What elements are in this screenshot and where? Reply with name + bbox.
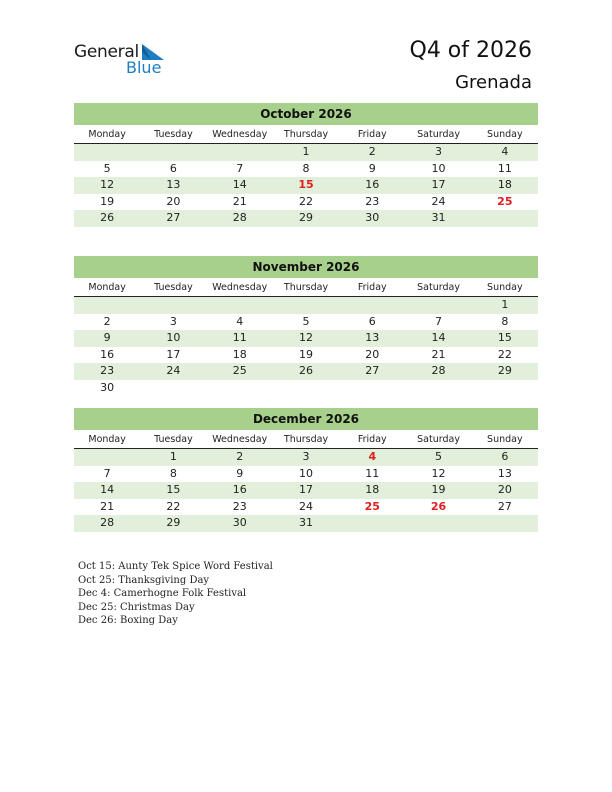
month-title: December 2026 [74, 408, 538, 430]
empty-day-cell [140, 380, 206, 397]
empty-day-cell [339, 297, 405, 314]
weekday-header-row [74, 126, 538, 144]
day-cell: 24 [166, 364, 181, 377]
day-cell: 10 [166, 331, 181, 344]
day-cell: 19 [298, 347, 313, 361]
week-row [74, 515, 538, 532]
day-cell: 15 [298, 178, 314, 191]
week-row [74, 297, 538, 314]
day-cell: 22 [166, 499, 181, 513]
day-cell: 9 [368, 161, 376, 175]
country-name: Grenada [455, 72, 532, 93]
day-cell: 13 [365, 331, 380, 344]
day-cell: 18 [365, 483, 380, 496]
day-cell: 6 [169, 161, 177, 175]
empty-day-cell [472, 380, 538, 397]
day-cell: 16 [232, 483, 247, 496]
day-cell: 14 [100, 483, 115, 496]
day-cell: 1 [501, 298, 509, 311]
month-title: November 2026 [74, 256, 538, 278]
day-cell: 28 [431, 364, 446, 377]
weekday-label: Tuesday [154, 129, 193, 140]
day-cell: 30 [232, 516, 247, 529]
day-cell: 13 [497, 466, 512, 480]
day-cell: 31 [298, 516, 313, 529]
general-blue-logo [74, 42, 174, 78]
week-row [74, 380, 538, 397]
page-title: Q4 of 2026 [409, 38, 532, 63]
day-cell: 21 [232, 194, 247, 208]
weekday-header-row [74, 431, 538, 449]
day-cell: 21 [431, 347, 446, 361]
day-cell: 28 [232, 211, 247, 224]
empty-day-cell [207, 380, 273, 397]
day-cell: 1 [169, 450, 177, 463]
week-row [74, 210, 538, 227]
holiday-note: Dec 26: Boxing Day [78, 615, 178, 626]
day-cell: 23 [365, 194, 380, 208]
day-cell: 25 [364, 499, 380, 513]
day-cell: 4 [501, 145, 509, 158]
holiday-note: Dec 4: Camerhogne Folk Festival [78, 588, 247, 599]
day-cell: 11 [365, 466, 380, 480]
weekday-label: Wednesday [212, 434, 268, 445]
weekday-label: Friday [357, 434, 387, 445]
day-cell: 2 [368, 145, 376, 158]
weekday-header-row [74, 279, 538, 297]
day-cell: 24 [431, 194, 446, 208]
weekday-label: Wednesday [212, 129, 268, 140]
empty-day-cell [273, 297, 339, 314]
day-cell: 3 [435, 145, 443, 158]
weekday-label: Monday [88, 129, 126, 140]
day-cell: 4 [236, 314, 244, 328]
weekday-label: Thursday [283, 129, 329, 140]
empty-day-cell [405, 380, 471, 397]
logo-word-blue: Blue [126, 58, 162, 77]
day-cell: 27 [497, 499, 512, 513]
day-cell: 22 [298, 194, 313, 208]
day-cell: 18 [232, 347, 247, 361]
day-cell: 7 [103, 466, 111, 480]
day-cell: 5 [435, 450, 443, 463]
empty-day-cell [140, 297, 206, 314]
empty-day-cell [74, 449, 140, 466]
day-cell: 29 [298, 211, 313, 224]
weekday-label: Monday [88, 434, 126, 445]
day-cell: 19 [100, 194, 115, 208]
day-cell: 3 [302, 450, 310, 463]
day-cell: 14 [431, 331, 446, 344]
day-cell: 12 [298, 331, 313, 344]
empty-day-cell [405, 297, 471, 314]
day-cell: 13 [166, 178, 181, 191]
week-row [74, 144, 538, 161]
day-cell: 29 [166, 516, 181, 529]
day-cell: 2 [103, 314, 111, 328]
day-cell: 23 [100, 364, 115, 377]
day-cell: 28 [100, 516, 115, 529]
month-november [74, 256, 538, 396]
day-cell: 9 [236, 466, 244, 480]
empty-day-cell [339, 515, 405, 532]
day-cell: 19 [431, 483, 446, 496]
day-cell: 17 [431, 178, 446, 191]
day-cell: 26 [430, 499, 447, 513]
empty-day-cell [140, 144, 206, 161]
month-december [74, 408, 538, 532]
month-october [74, 103, 538, 227]
day-cell: 8 [169, 466, 177, 480]
day-cell: 12 [100, 178, 115, 191]
day-cell: 1 [302, 145, 310, 158]
week-row [74, 363, 538, 380]
empty-day-cell [472, 515, 538, 532]
day-cell: 5 [302, 314, 310, 328]
weekday-label: Wednesday [212, 282, 268, 293]
day-cell: 29 [497, 364, 512, 377]
day-cell: 6 [368, 314, 376, 328]
month-title: October 2026 [74, 103, 538, 125]
day-cell: 17 [298, 483, 313, 496]
weekday-label: Thursday [283, 282, 329, 293]
week-row [74, 330, 538, 347]
holiday-note: Oct 15: Aunty Tek Spice Word Festival [78, 561, 273, 572]
weekday-label: Saturday [417, 282, 460, 293]
day-cell: 22 [497, 347, 512, 361]
day-cell: 5 [103, 161, 111, 175]
day-cell: 15 [497, 331, 512, 344]
day-cell: 30 [100, 380, 115, 394]
day-cell: 9 [103, 331, 111, 344]
day-cell: 12 [431, 466, 446, 480]
day-cell: 15 [166, 483, 181, 496]
day-cell: 10 [298, 466, 313, 480]
day-cell: 16 [365, 178, 380, 191]
day-cell: 30 [365, 211, 380, 224]
day-cell: 27 [166, 211, 181, 224]
weekday-label: Tuesday [154, 434, 193, 445]
week-row [74, 161, 538, 178]
day-cell: 20 [166, 194, 181, 208]
week-row [74, 347, 538, 364]
day-cell: 25 [232, 364, 247, 377]
weekday-label: Friday [357, 282, 387, 293]
week-row [74, 499, 538, 516]
week-row [74, 466, 538, 483]
day-cell: 7 [435, 314, 443, 328]
weekday-label: Saturday [417, 434, 460, 445]
day-cell: 14 [232, 178, 247, 191]
day-cell: 20 [365, 347, 380, 361]
day-cell: 26 [298, 364, 313, 377]
empty-day-cell [405, 515, 471, 532]
day-cell: 4 [368, 450, 377, 463]
day-cell: 7 [236, 161, 244, 175]
logo-word-general: General [74, 42, 139, 62]
day-cell: 17 [166, 347, 181, 361]
week-row [74, 314, 538, 331]
day-cell: 25 [497, 194, 513, 208]
day-cell: 6 [501, 450, 509, 463]
weekday-label: Friday [357, 129, 387, 140]
empty-day-cell [207, 297, 273, 314]
day-cell: 11 [232, 331, 247, 344]
empty-day-cell [273, 380, 339, 397]
day-cell: 21 [100, 499, 115, 513]
day-cell: 10 [431, 161, 446, 175]
day-cell: 27 [365, 364, 380, 377]
day-cell: 31 [431, 211, 446, 224]
weekday-label: Monday [88, 282, 126, 293]
day-cell: 18 [497, 178, 512, 191]
empty-day-cell [207, 144, 273, 161]
weekday-label: Sunday [487, 282, 523, 293]
day-cell: 23 [232, 499, 247, 513]
empty-day-cell [472, 210, 538, 227]
day-cell: 3 [169, 314, 177, 328]
empty-day-cell [339, 380, 405, 397]
week-row [74, 449, 538, 466]
day-cell: 8 [501, 314, 509, 328]
week-row [74, 177, 538, 194]
weekday-label: Tuesday [154, 282, 193, 293]
day-cell: 26 [100, 211, 115, 224]
holiday-note: Dec 25: Christmas Day [78, 601, 195, 613]
day-cell: 24 [298, 499, 313, 513]
day-cell: 2 [236, 450, 244, 463]
holiday-note: Oct 25: Thanksgiving Day [78, 574, 210, 586]
day-cell: 8 [302, 161, 310, 175]
empty-day-cell [74, 144, 140, 161]
weekday-label: Thursday [283, 434, 329, 445]
week-row [74, 482, 538, 499]
day-cell: 20 [497, 483, 512, 496]
weekday-label: Sunday [487, 434, 523, 445]
weekday-label: Saturday [417, 129, 460, 140]
holiday-notes [78, 560, 273, 628]
week-row [74, 194, 538, 211]
day-cell: 16 [100, 347, 115, 361]
weekday-label: Sunday [487, 129, 523, 140]
day-cell: 11 [497, 161, 512, 175]
empty-day-cell [74, 297, 140, 314]
